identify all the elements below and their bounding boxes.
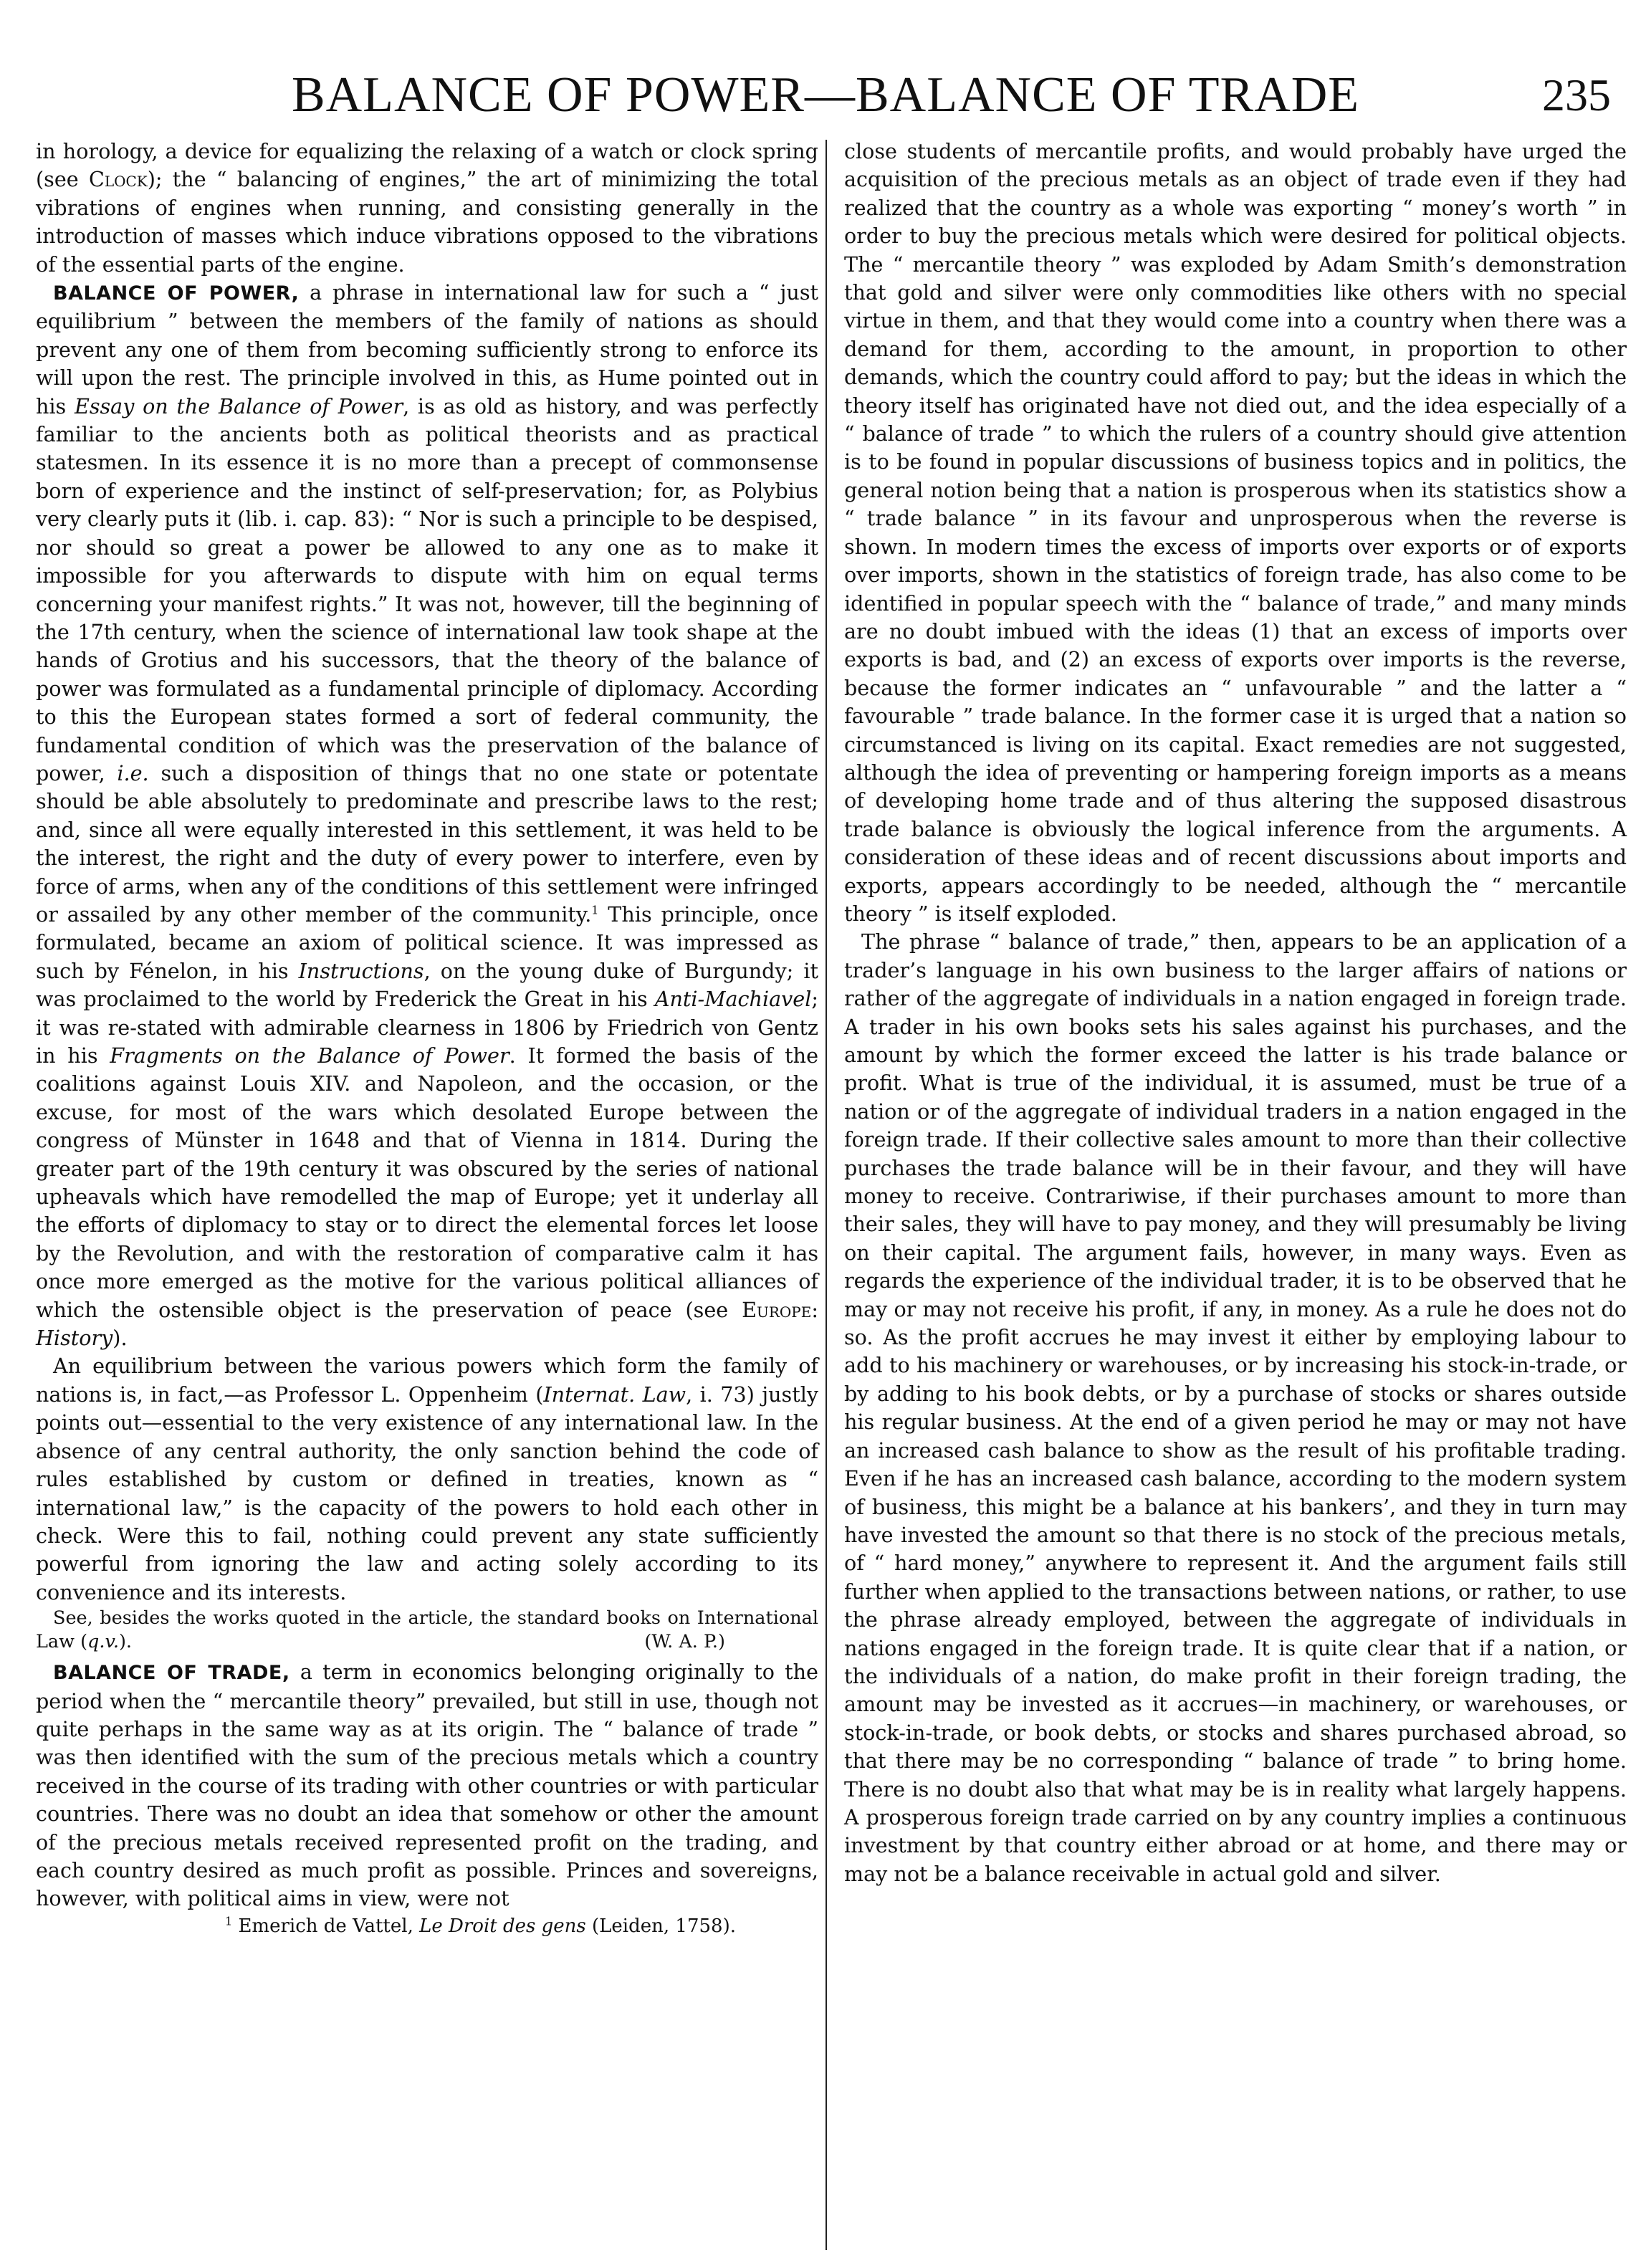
- entry-heading-balance-of-power: BALANCE OF POWER,: [53, 282, 300, 305]
- column-divider: [826, 140, 827, 2250]
- author-initials: (W. A. P.): [644, 1631, 725, 1653]
- running-head: BALANCE OF POWER—BALANCE OF TRADE: [291, 67, 1360, 123]
- cross-reference-europe: Europe: [742, 1297, 812, 1322]
- page-header: [0, 56, 1651, 135]
- mercantile-theory-paragraph: close students of mercantile profits, and would probably have urged the acquisition of the precious metals as an object of trade even if they had realized that the country as a whole was exporting “ money’s worth ” in order to buy the precious metals which were desired for political objects. The “ mercantile theory ” was exploded by Adam Smith’s demonstration that gold and silver were only commodities like others with no special virtue in them, and that they would come into a country when there was a demand for them, according to the amount, in proportion to other demands, which the country could afford to pay; but the ideas in which the theory itself has originated have not died out, and the idea especially of a “ balance of trade ” to which the rulers of a country should give attention is to be found in popular discussions of business topics and in politics, the general notion being that a nation is prosperous when its statistics show a “ trade balance ” in its favour and unprosperous when the reverse is shown. In modern times the excess of imports over exports or of exports over imports, shown in the statistics of foreign trade, has also come to be identified in popular speech with the “ balance of trade,” and many minds are no doubt imbued with the ideas (1) that an excess of imports over exports is bad, and (2) an excess of exports over imports is the reverse, because the former indicates an “ unfavourable ” and the latter a “ favourable ” trade balance. In the former case it is urged that a nation so circumstanced is living on its capital. Exact remedies are not suggested, although the idea of preventing or hampering foreign imports as a means of developing home trade and of thus altering the supposed disastrous trade balance is obviously the logical inference from the arguments. A consideration of these ideas and of recent discussions about imports and exports, appears accordingly to be needed, although the “ mercantile theory ” is itself exploded.: [844, 139, 1627, 926]
- balance-of-power-article: BALANCE OF POWER, a phrase in international law for such a “ just equilibrium ” between the members of the family of nations as should prevent any one of them from becoming sufficiently strong to enforce its will upon the rest. The principle involved in this, as Hume pointed out in his Essay on the Balance of Power, is as old as history, and was perfectly familiar to the ancients both as political theorists and as practical statesmen. In its essence it is no more than a precept of commonsense born of experience and the instinct of self-preservation; for, as Polybius very clearly puts it (lib. i. cap. 83): “ Nor is such a principle to be despised, nor should so great a power be allowed to any one as to make it impossible for you afterwards to dispute with him on equal terms concerning your manifest rights.” It was not, however, till the beginning of the 17th century, when the science of international law took shape at the hands of Grotius and his successors, that the theory of the balance of power was formulated as a fundamental principle of diplomacy. According to this the European states formed a sort of federal community, the fundamental condition of which was the preservation of the balance of power, i.e. such a disposition of things that no one state or potentate should be able absolutely to predominate and prescribe laws to the rest; and, since all were equally interested in this settlement, it was held to be the interest, the right and the duty of every power to interfere, even by force of arms, when any of the conditions of this settlement were infringed or assailed by any other member of the community.$^1$ This principle, once formulated, became an axiom of political science. It was impressed as such by Fénelon, in his Instructions, on the young duke of Burgundy; it was proclaimed to the world by Frederick the Great in his Anti-Machiavel; it was re-stated with admirable clearness in 1806 by Friedrich von Gentz in his Fragments on the Balance of Power. It formed the basis of the coalitions against Louis XIV. and Napoleon, and the occasion, or the excuse, for most of the wars which desolated Europe between the congress of Münster in 1648 and that of Vienna in 1814. During the greater part of the 19th century it was obscured by the series of national upheavals which have remodelled the map of Europe; yet it underlay all the efforts of diplomacy to stay or to direct the elemental forces let loose by the Revolution, and with the restoration of comparative calm it has once more emerged as the motive for the various political alliances of which the ostensible object is the preservation of peace (see Europe: History).: [36, 280, 818, 1351]
- horology-paragraph: in horology, a device for equalizing the relaxing of a watch or clock spring (see Clock); the “ balancing of engines,” the art of minimizing the total vibrations of engines when running, and consisting generally in the introduction of masses which induce vibrations opposed to the vibrations of the essential parts of the engine.: [36, 139, 818, 277]
- bibliography-note: See, besides the works quoted in the article, the standard books on International Law (q.v.). (W. A. P.): [36, 1607, 818, 1653]
- page-number: 235: [1542, 70, 1611, 120]
- footnote: $^1$ Emerich de Vattel, Le Droit des gens (Leiden, 1758).: [225, 1914, 737, 1937]
- equilibrium-paragraph: An equilibrium between the various powers which form the family of nations is, in fact,—as Professor L. Oppenheim (Internat. Law, i. 73) justly points out—essential to the very existence of any international law. In the absence of any central authority, the only sanction behind the code of rules established by custom or defined in treaties, known as “ international law,” is the capacity of the powers to hold each other in check. Were this to fail, nothing could prevent any state sufficiently powerful from ignoring the law and acting solely according to its convenience and its interests.: [36, 1354, 819, 1604]
- cross-reference-clock: Clock: [88, 167, 148, 192]
- footnote-marker: 1: [591, 903, 599, 917]
- left-column: [36, 138, 818, 1939]
- trade-balance-paragraph: The phrase “ balance of trade,” then, appears to be an application of a trader’s language in his own business to the larger affairs of nations or rather of the aggregate of individuals in a nation engaged in foreign trade. A trader in his own books sets his sales against his purchases, and the amount by which the former exceed the latter is his trade balance or profit. What is true of the individual, it is assumed, must be true of a nation or of the aggregate of individual traders in a nation engaged in the foreign trade. If their collective sales amount to more than their collective purchases the trade balance will be in their favour, and they will have money to receive. Contrariwise, if their purchases amount to more than their sales, they will have to pay money, and they will presumably be living on their capital. The argument fails, however, in many ways. Even as regards the experience of the individual trader, it is to be observed that he may or may not receive his profit, if any, in money. As a rule he does not do so. As the profit accrues he may invest it either by employing labour to add to his machinery or warehouses, or by increasing his stock-in-trade, or by adding to his book debts, or by a purchase of stocks or shares outside his regular business. At the end of a given period he may or may not have an increased cash balance to show as the result of his profitable trading. Even if he has an increased cash balance, according to the modern system of business, this might be a balance at his bankers’, and they in turn may have invested the amount so that there is no stock of the precious metals, of “ hard money,” anywhere to represent it. And the argument fails still further when applied to the transactions between nations, or rather, to use the phrase already employed, between the aggregate of individuals in nations engaged in the foreign trade. It is quite clear that if a nation, or the individuals of a nation, do make profit in their foreign trading, the amount may be invested as it accrues—in machinery, or warehouses, or stock-in-trade, or book debts, or stocks and shares purchased abroad, so that there may be no corresponding “ balance of trade ” to bring home. There is no doubt also that what may be is in reality what largely happens. A prosperous foreign trade carried on by any country implies a continuous investment by that country either abroad or at home, and there may or may not be a balance receivable in actual gold and silver.: [844, 929, 1627, 1886]
- entry-heading-balance-of-trade: BALANCE OF TRADE,: [53, 1662, 290, 1685]
- right-column: [844, 138, 1627, 1888]
- balance-of-trade-article: BALANCE OF TRADE, a term in economics belonging originally to the period when the “ mercantile theory” prevailed, but still in use, though not quite perhaps in the same way as at its origin. The “ balance of trade ” was then identified with the sum of the precious metals which a country received in the course of its trading with other countries or with particular countries. There was no doubt an idea that somehow or other the amount of the precious metals received represented profit on the trading, and each country desired as much profit as possible. Princes and sovereigns, however, with political aims in view, were not: [36, 1660, 818, 1911]
